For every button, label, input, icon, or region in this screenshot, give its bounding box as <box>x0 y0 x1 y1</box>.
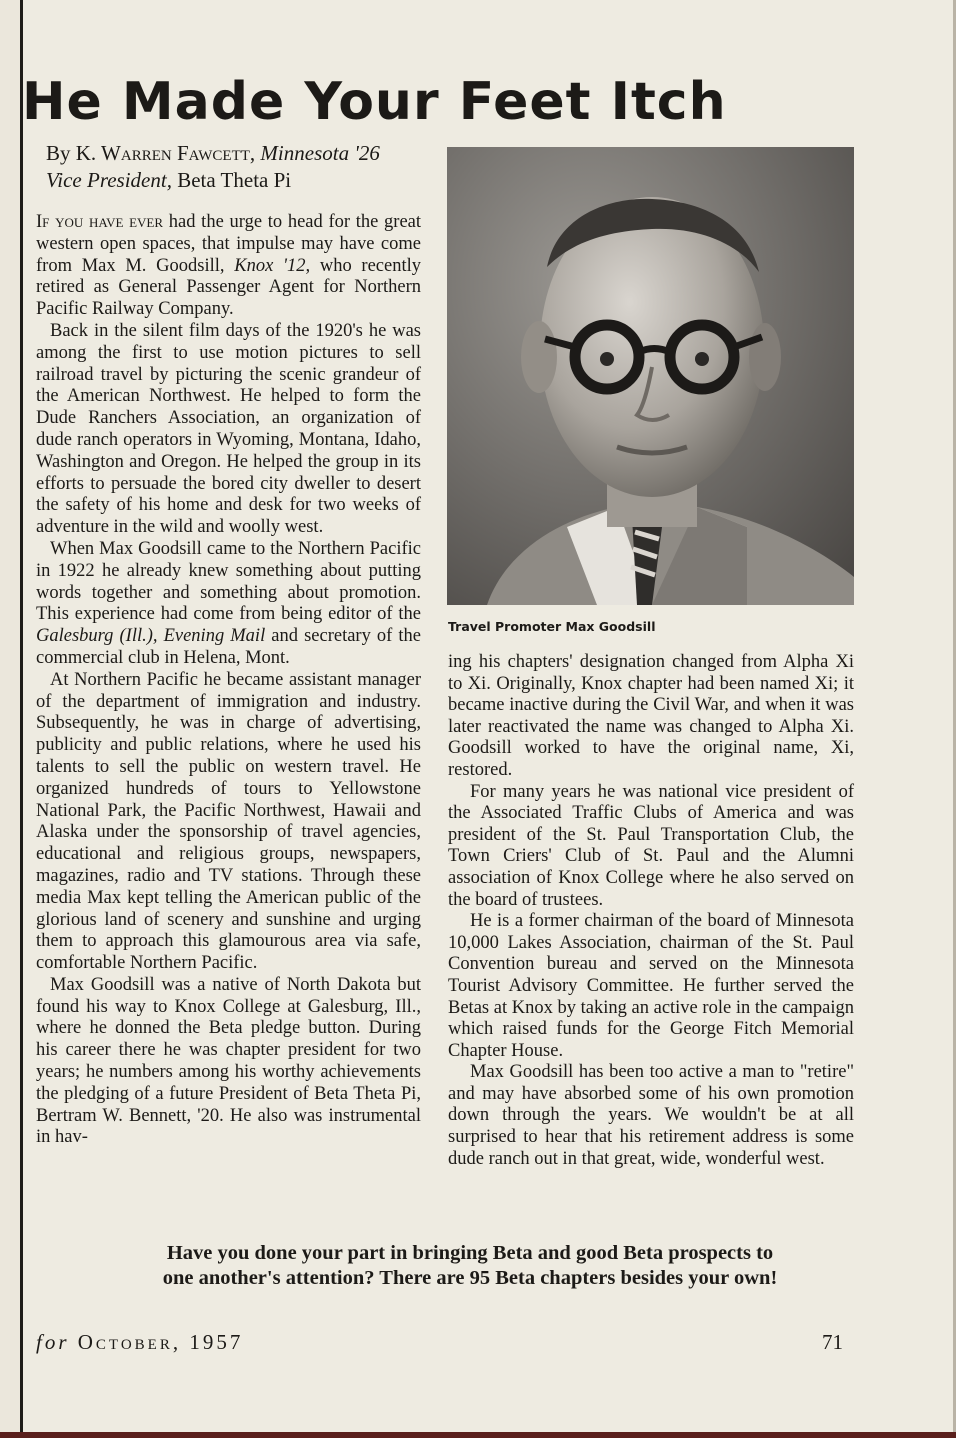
paragraph-9: Max Goodsill has been too active a man to "retire" and may have absorbed some of his own promotion down through the years. We wouldn't be at all surprised to hear that his retirement address is some dude ranch out in that great, wide, wonderful west. <box>448 1062 854 1169</box>
callout-line-1: Have you done your part in bringing Beta and good Beta prospects to <box>166 1242 774 1264</box>
byline-position <box>46 167 380 194</box>
paragraph-3-text-a: When Max Goodsill came to the Northern Pacific in 1922 he already knew something about putting words together and something about promotion. This experience had come from being editor of the <box>36 538 421 625</box>
article-headline: He Made Your Feet Itch <box>22 72 727 132</box>
paragraph-1-text-b: who recently retired as General Passenger Agent for Northern Pacific Railway Company. <box>36 255 422 320</box>
page-number: 71 <box>822 1330 843 1354</box>
paragraph-1 <box>36 212 421 321</box>
photo-caption: Travel Promoter Max Goodsill <box>448 619 656 634</box>
page-binding-edge <box>0 0 23 1438</box>
article-column-left <box>36 212 421 1149</box>
paragraph-1-text-a: had the urge to head for the great western open spaces, that impulse may have come from Max M. Goodsill, <box>36 212 422 276</box>
portrait-photo <box>447 147 854 605</box>
byline-school: Minnesota '26 <box>260 141 380 165</box>
paragraph-5: Max Goodsill was a native of North Dakota but found his way to Knox College at Galesburg, Ill., where he donned the Beta pledge button. During his career there he was chapter president for two years; he numbers among his worthy achievements the pledging of a future President of Beta Theta Pi, Bertram W. Bennett, '20. He also was instrumental in hav- <box>36 974 421 1148</box>
paragraph-3 <box>36 539 421 670</box>
paragraph-4: At Northern Pacific he became assistant manager of the department of immigration and industry. Subsequently, he was in charge of advertising, publicity and public relations, where he used his talents to sell the public on western travel. He organized hundreds of tours to Yellowstone National Park, the Pacific Northwest, Hawaii and Alaska under the sponsorship of travel agencies, educational and religious groups, newspapers, magazines, radio and TV stations. Through these media Max kept telling the American public of the glorious land of scenery and sunshine and urging them to approach this glamourous area via safe, comfortable Northern Pacific. <box>36 669 421 974</box>
article-column-right <box>448 652 854 1170</box>
callout-line-2: one another's attention? There are 95 Beta chapters besides your own! <box>162 1267 778 1289</box>
footer-issue-month: October, <box>77 1330 182 1354</box>
byline-name: K. Warren Fawcett, <box>75 141 256 165</box>
byline-org: Beta Theta Pi <box>177 168 292 192</box>
footer-issue-date <box>36 1330 243 1355</box>
byline <box>46 140 380 194</box>
paragraph-6: ing his chapters' designation changed from Alpha Xi to Xi. Originally, Knox chapter had been named Xi; it became inactive during the Civil War, and when it was later reactivated the name was changed to Alpha Xi. Goodsill worked to have the original name, Xi, restored. <box>448 652 854 780</box>
school-reference: Knox '12, <box>234 255 311 276</box>
callout-box <box>40 1241 900 1291</box>
byline-author: By K. Warren Fawcett, Minnesota '26 <box>46 141 380 165</box>
byline-role: Vice President, <box>46 168 172 192</box>
paragraph-8: He is a former chairman of the board of Minnesota 10,000 Lakes Association, chairman of the St. Paul Convention bureau and served on the Minnesota Tourist Advisory Committee. He further served the Betas at Knox by taking an active role in the campaign which raised funds for the George Fitch Memorial Chapter House. <box>448 911 854 1061</box>
page-bottom-edge <box>0 1432 956 1438</box>
lead-in-smallcaps: If you have ever <box>36 212 164 232</box>
newspaper-name: Galesburg (Ill.), Evening Mail <box>36 626 266 647</box>
footer-issue-for: for <box>36 1330 70 1354</box>
footer-issue-year: 1957 <box>189 1330 244 1354</box>
paragraph-3-text-b: and secretary of the commercial club in Helena, Mont. <box>36 626 421 668</box>
paragraph-7: For many years he was national vice president of the Associated Traffic Clubs of America and was president of the St. Paul Transportation Club, the Town Criers' Club of St. Paul and the Alumni association of Knox College where he also served on the board of trustees. <box>448 781 854 910</box>
portrait-illustration <box>447 147 854 605</box>
paragraph-2: Back in the silent film days of the 1920's he was among the first to use motion pictures to sell railroad travel by picturing the scenic grandeur of the American Northwest. He helped to form the Dude Ranchers Association, an organization of dude ranch operators in Wyoming, Montana, Idaho, Washington and Oregon. He helped the group in its efforts to persuade the bored city dweller to desert the safety of his home and desk for two weeks of adventure in the wild and woolly west. <box>36 320 421 538</box>
